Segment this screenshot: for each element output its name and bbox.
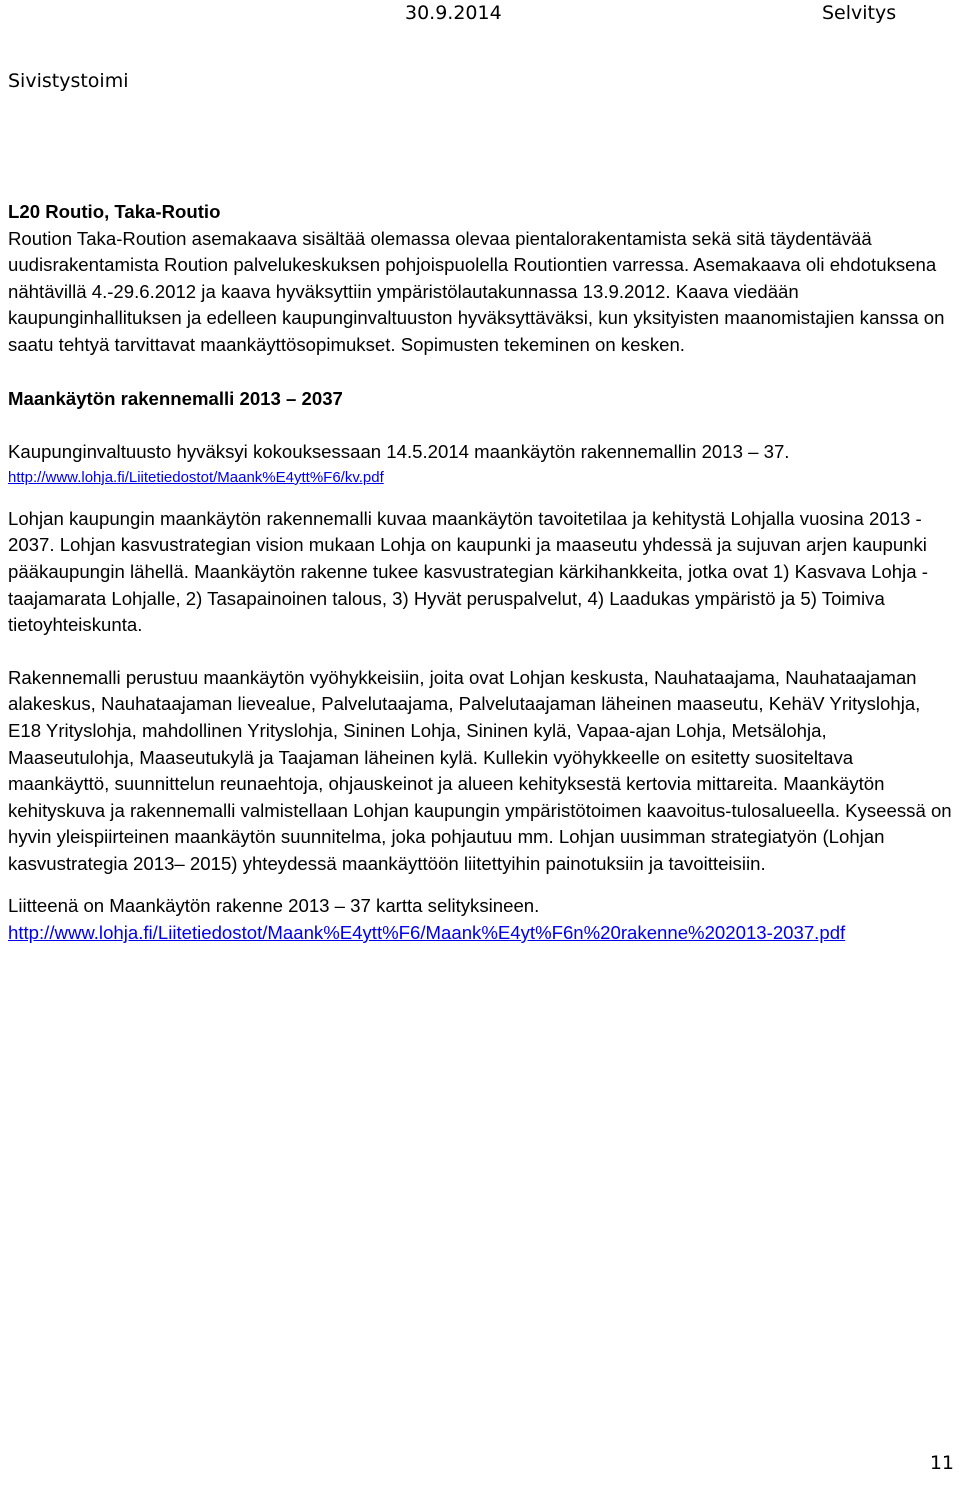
page-header — [0, 0, 960, 28]
document-body — [8, 199, 956, 947]
header-date: 30.9.2014 — [405, 2, 502, 24]
rakennemalli-description: Lohjan kaupungin maankäytön rakennemalli kuvaa maankäytön tavoitetilaa ja kehitystä Lohjalla vuosina 2013 - 2037. Lohjan kasvustrategian vision mukaan Lohja on kaupunki ja maaseutu yhdessä ja sujuvan arjen kaupunki pääkaupungin lähellä. Maankäytön rakenne tukee kasvustrategian kärkihankkeita, jotka ovat 1) Kasvava Lohja - taajamarata Lohjalle, 2) Tasapainoinen talous, 3) Hyvät peruspalvelut, 4) Laadukas ympäristö ja 5) Toimiva tietoyhteiskunta. — [8, 507, 928, 636]
attachment-note: Liitteenä on Maankäytön rakenne 2013 – 37 kartta selityksineen. — [8, 895, 540, 917]
section-l20-body: Roution Taka-Roution asemakaava sisältää olemassa olevaa pientalorakentamista sekä sitä täydentävää uudisrakentamista Roution palvelukeskuksen pohjoispuolella Routiontien varressa. Asemakaava oli ehdotuksena nähtävillä 4.-29.6.2012 ja kaava hyväksyttiin ympäristölautakunnassa 13.9.2012. Kaava viedään kaupunginhallituksen ja edelleen kaupunginvaltuuston hyväksyttäväksi, kun yksityisten maanomistajien kanssa on saatu tehtyä tarvittavat maankäyttösopimukset. Sopimusten tekeminen on kesken. — [8, 227, 945, 355]
rakenne-pdf-link[interactable]: http://www.lohja.fi/Liitetiedostot/Maank%E4ytt%F6/Maank%E4yt%F6n%20rakenne%202013-2037.pdf — [8, 922, 846, 944]
section-l20-title: L20 Routio, Taka-Routio — [8, 201, 221, 222]
section-rakennemalli-title: Maankäytön rakennemalli 2013 – 2037 — [8, 387, 343, 409]
approval-text: Kaupunginvaltuusto hyväksyi kokouksessaan 14.5.2014 maankäytön rakennemallin 2013 – 37. — [8, 441, 790, 463]
header-doc-type: Selvitys — [822, 2, 897, 24]
department-label: Sivistystoimi — [8, 70, 129, 92]
page-number: 11 — [929, 1452, 954, 1474]
kv-pdf-link[interactable]: http://www.lohja.fi/Liitetiedostot/Maank%E4ytt%F6/kv.pdf — [8, 468, 384, 486]
rakennemalli-zones: Rakennemalli perustuu maankäytön vyöhykkeisiin, joita ovat Lohjan keskusta, Nauhataajama, Nauhataajaman alakeskus, Nauhataajaman lievealue, Palvelutaajama, Palvelutaajaman läheinen maaseutu, KehäV Yrityslohja, E18 Yrityslohja, mahdollinen Yrityslohja, Sininen Lohja, Sininen kylä, Vapaa-ajan Lohja, Metsälohja, Maaseutulohja, Maaseutukylä ja Taajaman läheinen kylä. Kullekin vyöhykkeelle on esitetty suositeltava maankäyttö, suunnittelun reunaehtoja, ohjauskeinot ja alueen kehityksestä kertovia mittareita. Maankäytön kehityskuva ja rakennemalli valmistellaan Lohjan kaupungin ympäristötoimen kaavoitus-tulosalueella. Kyseessä on hyvin yleispiirteinen maankäytön suunnitelma, joka pohjautuu mm. Lohjan uusimman strategiatyön (Lohjan kasvustrategia 2013– 2015) yhteydessä maankäyttöön liitettyihin painotuksiin ja tavoitteisiin. — [8, 666, 952, 874]
